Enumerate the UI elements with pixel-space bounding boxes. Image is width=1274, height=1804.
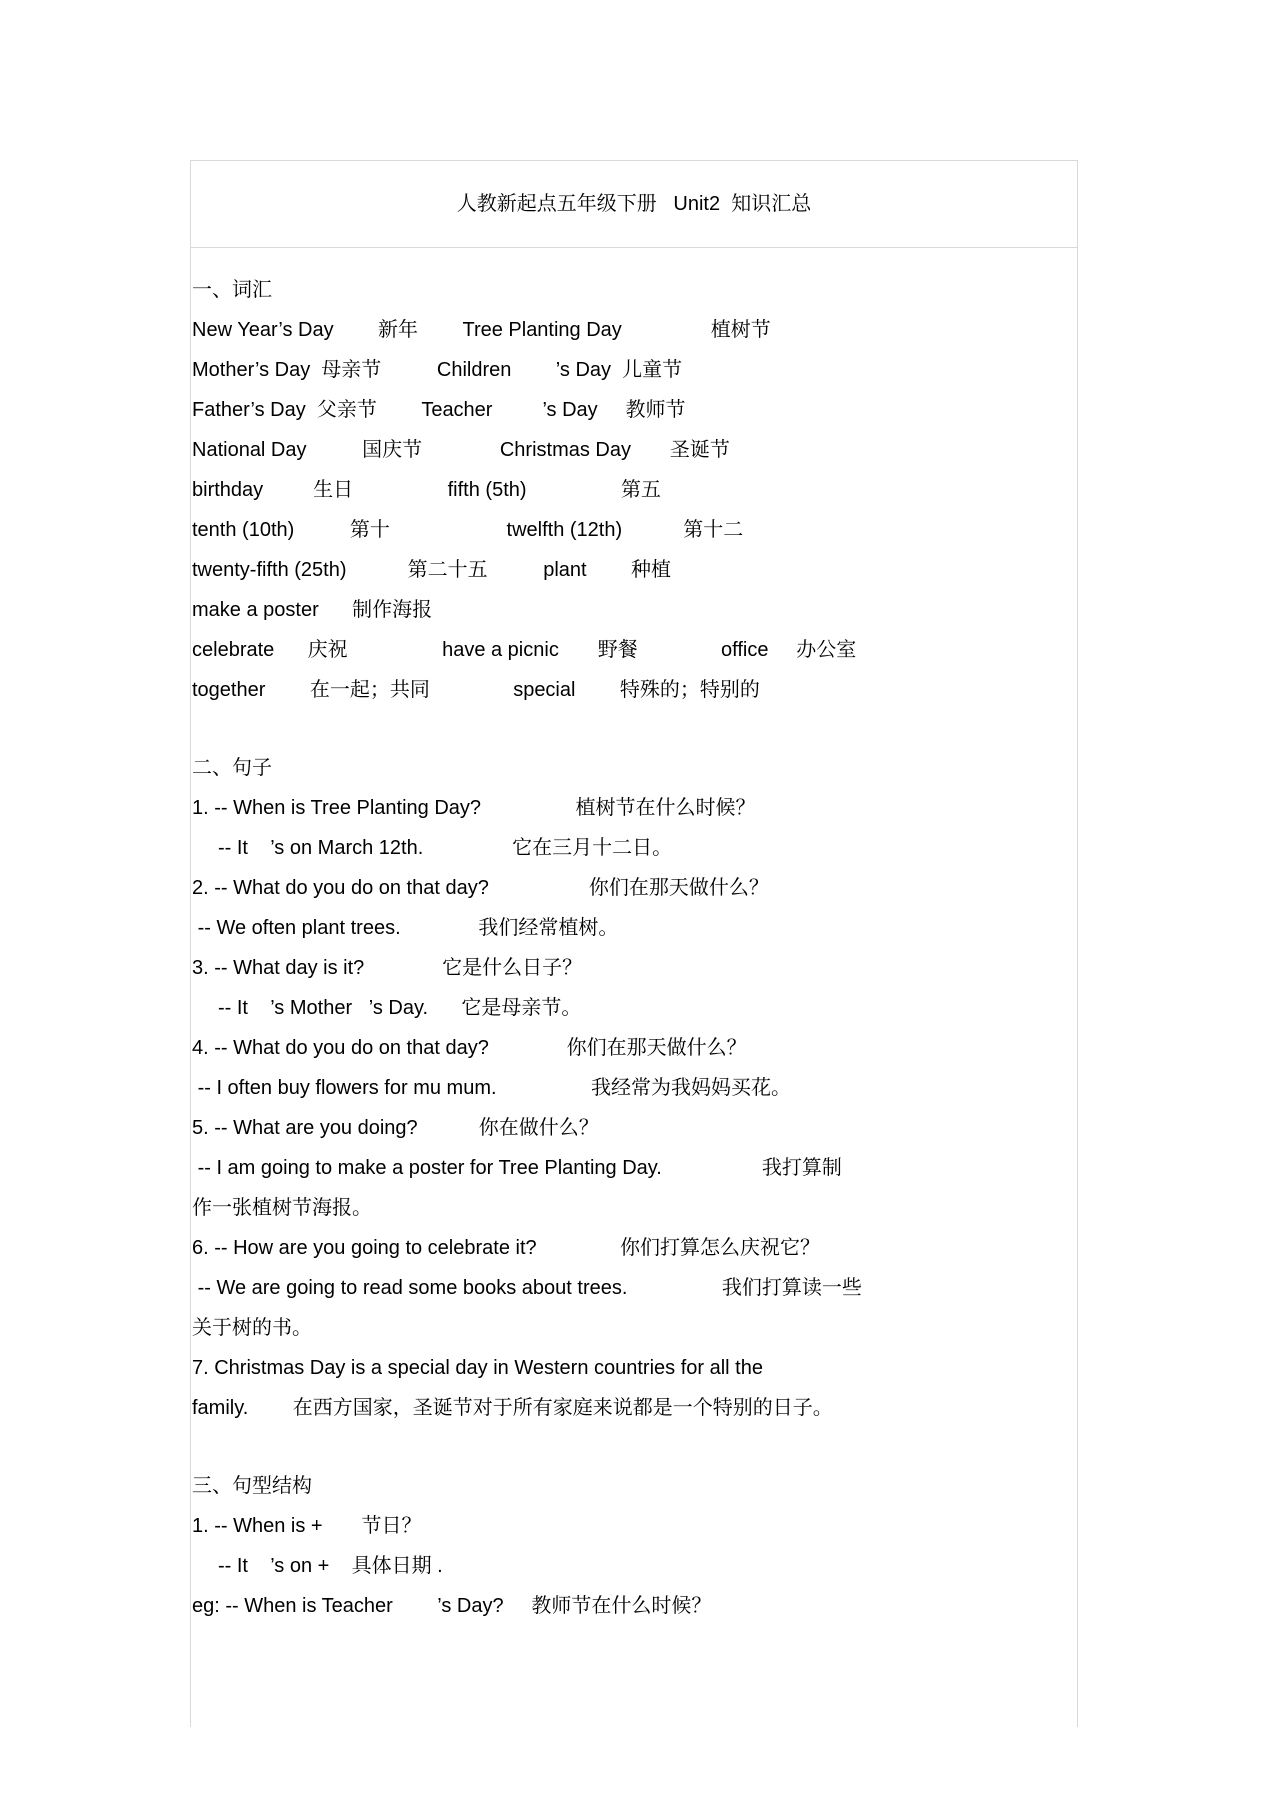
text-line: -- We often plant trees. 我们经常植树。 [192, 917, 619, 939]
text-line: Father’s Day 父亲节 Teacher ’s Day 教师节 [192, 399, 686, 421]
section-spacer [190, 710, 1078, 748]
text-line: -- We are going to read some books about trees. 我们打算读一些 [192, 1277, 862, 1299]
text-line: New Year’s Day 新年 Tree Planting Day 植树节 [192, 319, 771, 341]
text-line: celebrate 庆祝 have a picnic 野餐 office 办公室 [192, 639, 857, 661]
text-line: tenth (10th) 第十 twelfth (12th) 第十二 [192, 519, 744, 541]
text-line: 3. -- What day is it? 它是什么日子？ [192, 957, 583, 979]
section-heading: 三、句型结构 [192, 1475, 312, 1497]
section-heading: 二、句子 [192, 757, 272, 779]
text-line: 1. -- When is + 节日？ [192, 1515, 422, 1537]
text-line: twenty-fifth (25th) 第二十五 plant 种植 [192, 559, 672, 581]
text-line: 作一张植树节海报。 [192, 1197, 372, 1219]
section-vocabulary [190, 270, 1078, 710]
text-line: 6. -- How are you going to celebrate it? 你们打算怎么庆祝它？ [192, 1237, 820, 1259]
text-line: family. 在西方国家，圣诞节对于所有家庭来说都是一个特别的日子。 [192, 1397, 833, 1419]
section-sentences [190, 748, 1078, 1428]
text-line: -- It ’s on March 12th. 它在三月十二日。 [218, 837, 673, 859]
text-line: 1. -- When is Tree Planting Day? 植树节在什么时候？ [192, 797, 756, 819]
section-heading: 一、词汇 [192, 279, 272, 301]
text-line: together 在一起；共同 special 特殊的；特别的 [192, 679, 760, 701]
text-line: -- It ’s on + 具体日期 . [218, 1555, 443, 1577]
document-content [190, 160, 1078, 1626]
section-spacer [190, 1428, 1078, 1466]
text-line: 4. -- What do you do on that day? 你们在那天做什么？ [192, 1037, 747, 1059]
text-line: National Day 国庆节 Christmas Day 圣诞节 [192, 439, 730, 461]
text-line: 7. Christmas Day is a special day in Western countries for all the [192, 1357, 763, 1379]
text-line: eg: -- When is Teacher ’s Day? 教师节在什么时候？ [192, 1595, 712, 1617]
text-line: birthday 生日 fifth (5th) 第五 [192, 479, 662, 501]
text-line: -- It ’s Mother ’s Day. 它是母亲节。 [218, 997, 582, 1019]
text-line: 5. -- What are you doing? 你在做什么？ [192, 1117, 599, 1139]
text-line: -- I often buy flowers for mu mum. 我经常为我妈妈买花。 [192, 1077, 791, 1099]
text-line: -- I am going to make a poster for Tree Planting Day. 我打算制 [192, 1157, 842, 1179]
section-sentence-patterns [190, 1466, 1078, 1626]
text-line: 2. -- What do you do on that day? 你们在那天做什么？ [192, 877, 769, 899]
text-line: Mother’s Day 母亲节 Children ’s Day 儿童节 [192, 359, 683, 381]
text-line: make a poster 制作海报 [192, 599, 433, 621]
text-line: 关于树的书。 [192, 1317, 312, 1339]
page-title: 人教新起点五年级下册 Unit2 知识汇总 [456, 193, 812, 215]
